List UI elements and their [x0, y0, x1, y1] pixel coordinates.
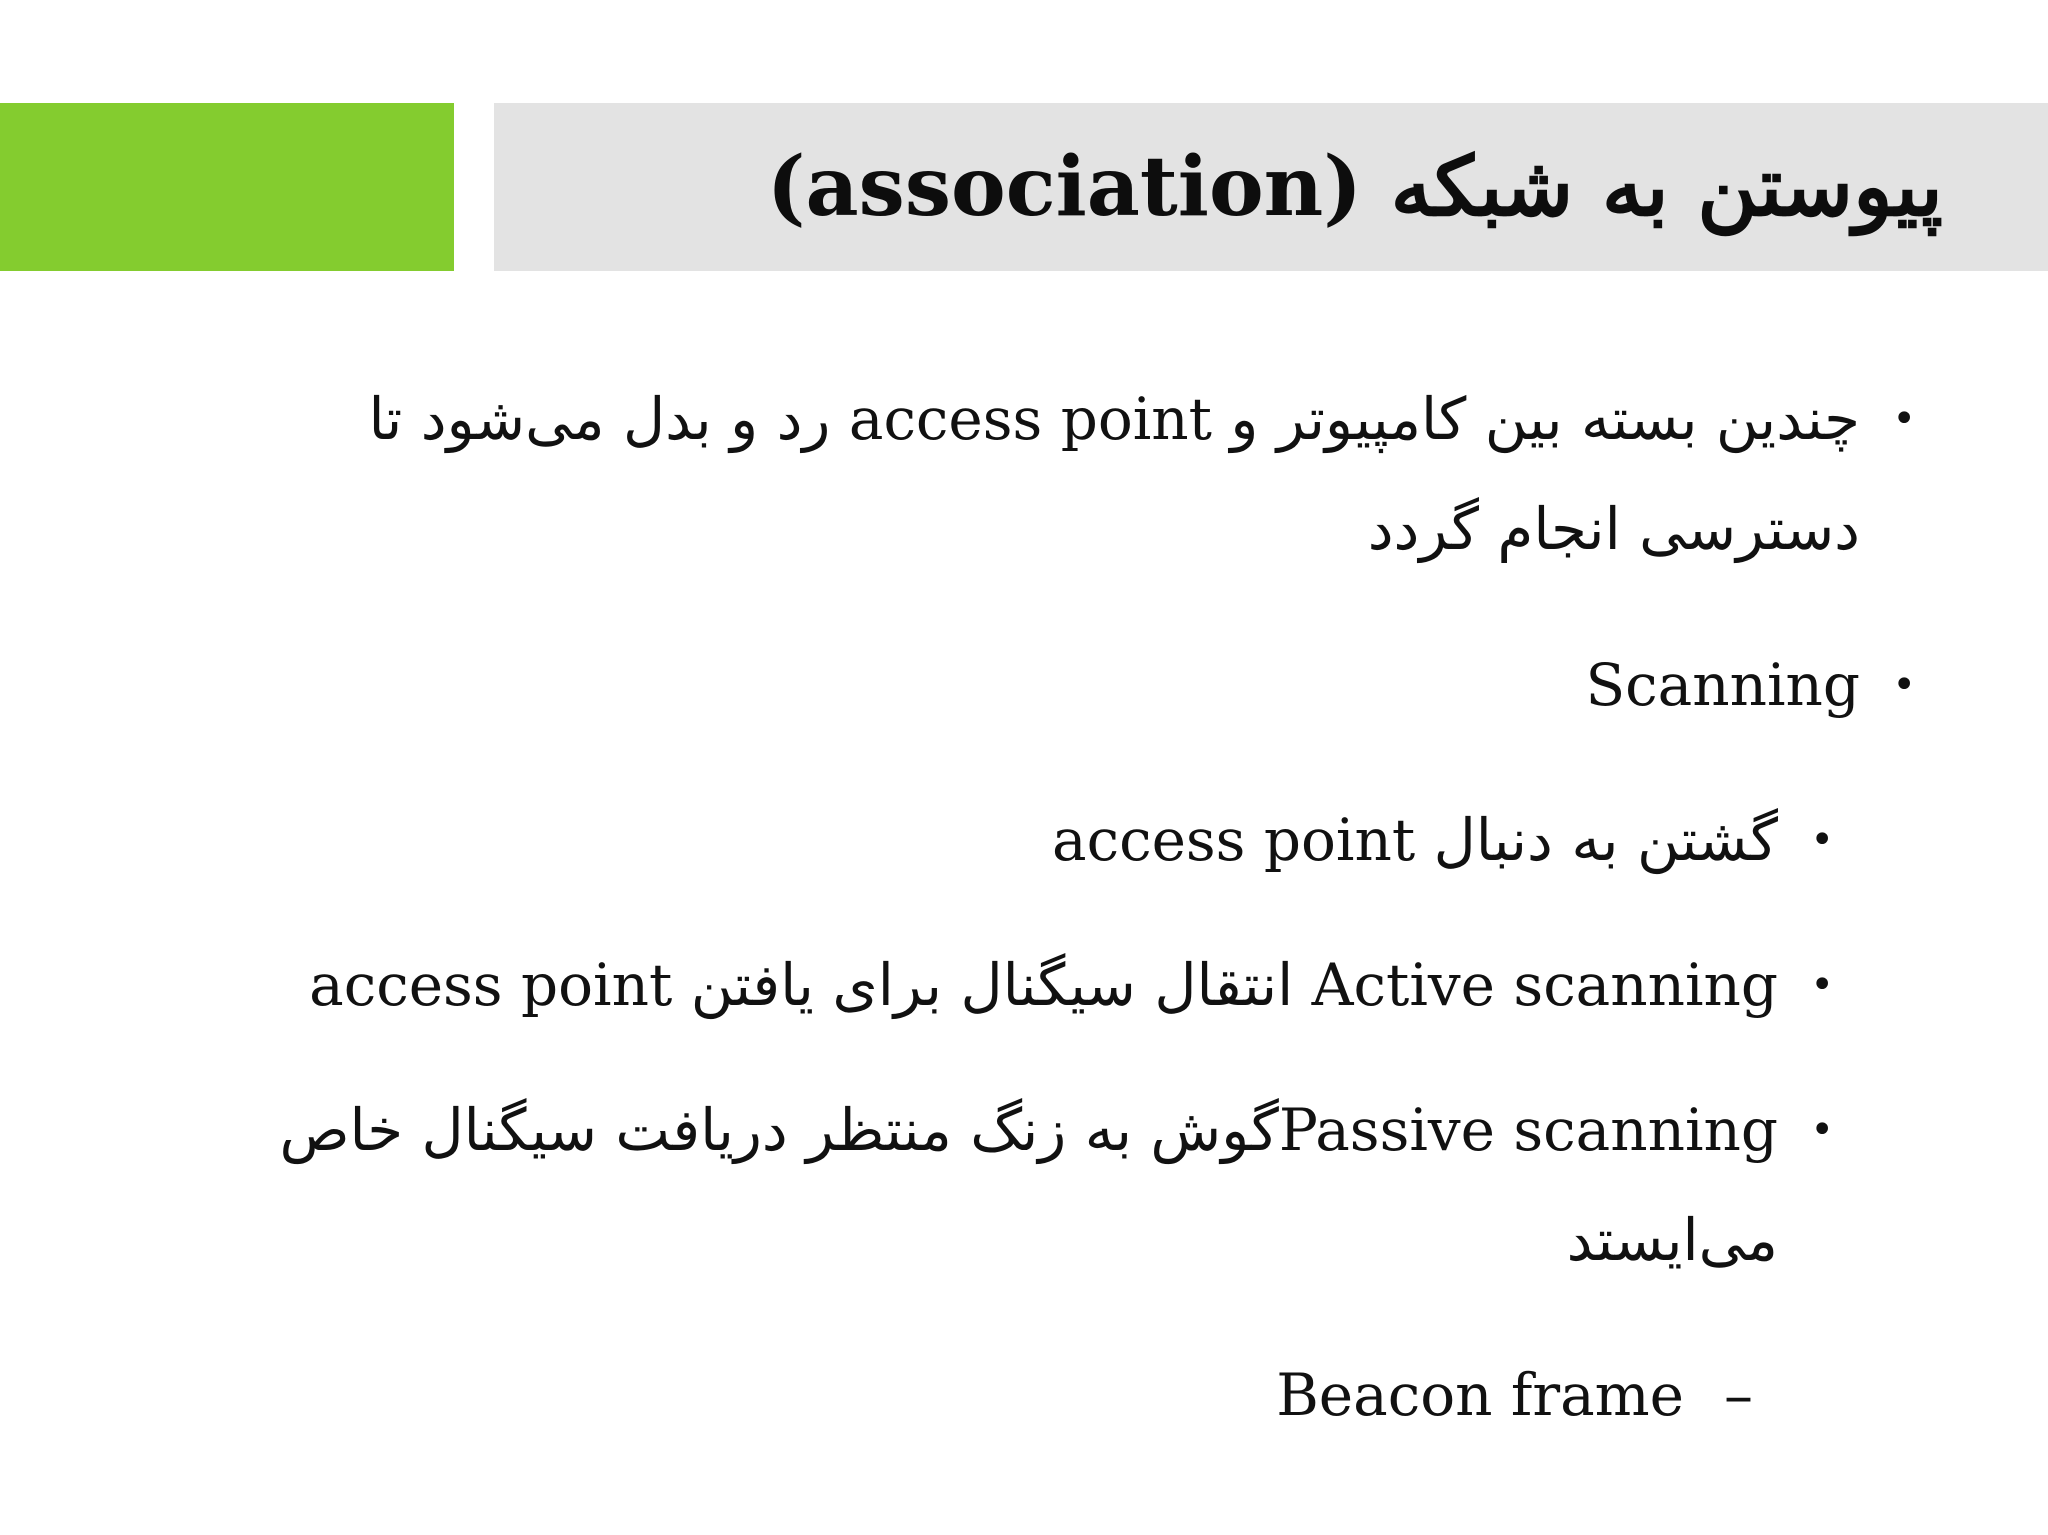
- bullet-marker: •: [1892, 662, 1916, 708]
- bullet-text: Passive scanningگوش به زنگ منتظر دریافت سیگنال خاص می‌ایستد: [279, 1096, 1778, 1274]
- bullet-marker: •: [1892, 396, 1916, 442]
- bullet-text: گشتن به دنبال access point: [1052, 806, 1778, 874]
- sub-bullet-item: [278, 1075, 1834, 1295]
- bullet-item: [1060, 630, 1916, 740]
- bullet-marker: •: [1810, 962, 1834, 1008]
- dash-marker: –: [1724, 1361, 1753, 1429]
- bullet-text: چندین بسته بین کامپیوتر و access point رد و بدل می‌شود تا دسترسی انجام گردد: [368, 385, 1860, 563]
- bullet-text: Active scanning انتقال سیگنال برای یافتن access point: [309, 951, 1778, 1019]
- slide-title: پیوستن به شبکه (association): [766, 139, 1943, 235]
- bullet-marker: •: [1810, 817, 1834, 863]
- bullet-text: Beacon frame: [1276, 1361, 1684, 1429]
- sub-bullet-item: [278, 930, 1834, 1040]
- bullet-item: [150, 364, 1916, 584]
- sub-sub-bullet-item: [1053, 1340, 1753, 1450]
- bullet-text: Scanning: [1585, 651, 1860, 719]
- bullet-marker: •: [1810, 1107, 1834, 1153]
- sub-bullet-item: [578, 785, 1834, 895]
